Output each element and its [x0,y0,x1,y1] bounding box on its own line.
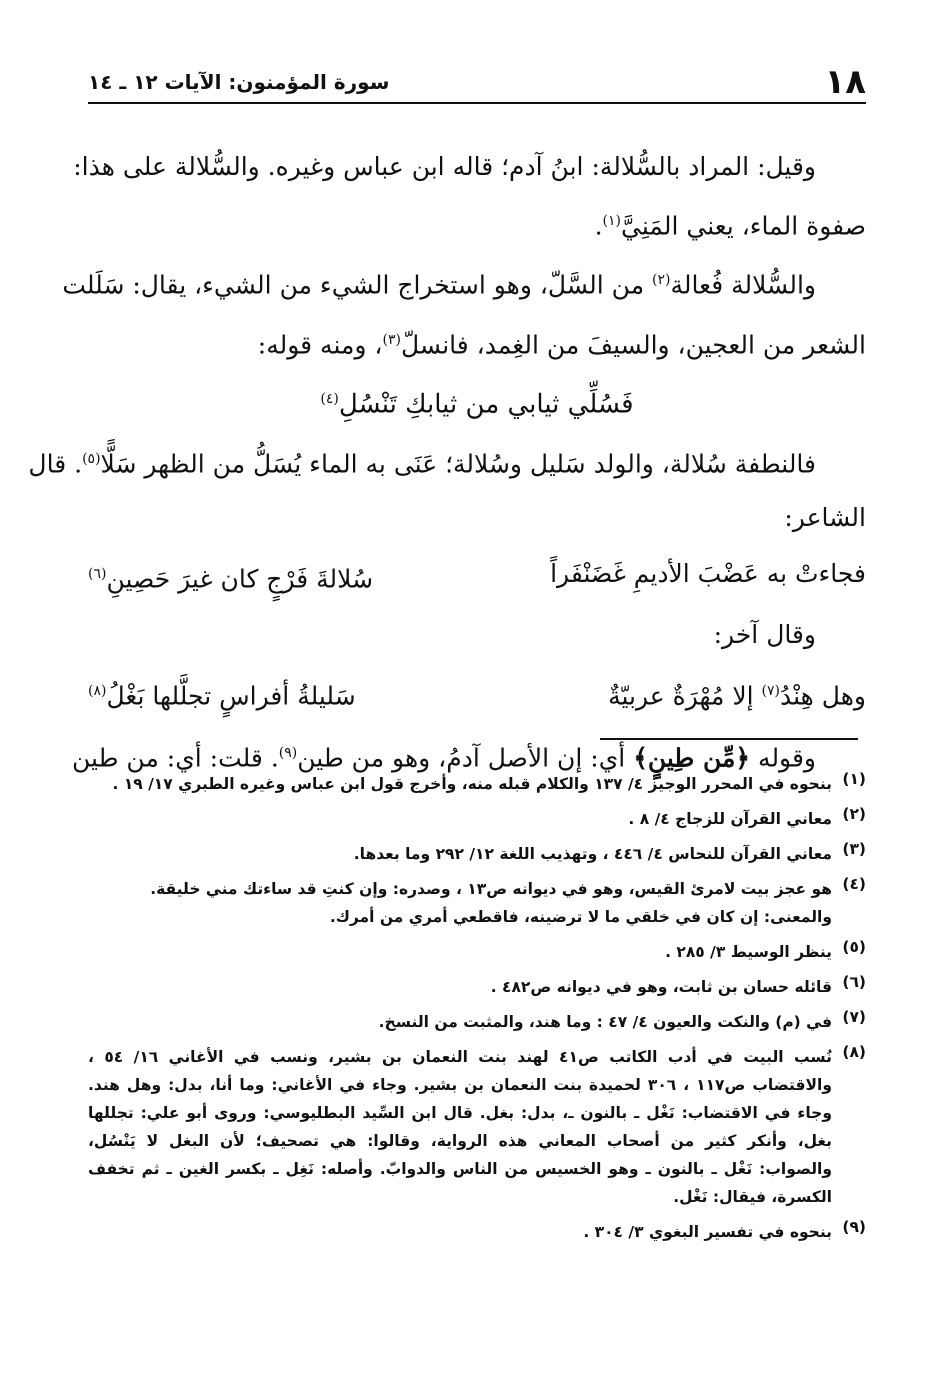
verse-hemistich-left [88,662,356,725]
main-text [28,140,866,785]
footnote-text: والمعنى: إن كان في خلقي ما لا ترضينه، فاقطعي أمري من أمرك. [329,908,832,926]
text-span: الشعر من العجين، والسيفَ من الغِمد، فانسلّ [400,329,866,359]
text-span: من السَّلّ، وهو استخراج الشيء من الشيء، يقال: سَلَلت [62,270,653,300]
footnote-text: ينظر الوسيط ٣/ ٢٨٥ . [665,943,832,961]
text-span: أي: إن الأصل آدمُ، وهو من طين [297,742,634,772]
text-span: . قلت: أي: من طين [72,742,279,772]
verse-couplet [88,662,866,725]
footnote-text: معاني القرآن للزجاج ٤/ ٨ . [628,810,832,828]
verse-hemistich-right [608,662,866,725]
verse-text: فَسُلِّي ثيابي من ثيابكِ تَنْسُلِ [338,389,634,420]
footnote-ref[interactable]: (٨) [88,683,107,700]
running-title: سورة المؤمنون: الآيات ١٢ ـ ١٤ [88,70,390,94]
footnote-number: (٩) [842,1218,866,1236]
footnote-text: بنحوه في تفسير البغوي ٣/ ٣٠٤ . [583,1223,832,1241]
footnote [88,938,866,966]
footnote-ref[interactable]: (٩) [278,744,298,761]
text-span: سُلالةَ فَرْجٍ كان غيرَ حَصِينِ [106,564,374,594]
footnote-number: (٢) [842,805,866,823]
footnote-text: وجاء في الاقتضاب: نَغْل ـ بالنون ـ، بدل: بغل. قال ابن السِّيد البطليوسي: وروى أبو علي: تجللها [88,1104,832,1122]
footnote-text: في (م) والنكت والعيون ٤/ ٤٧ : وما هند، والمثبت من النسخ. [378,1013,832,1031]
footnote [88,1008,866,1036]
text-span: والسُّلالة فُعالة [670,270,816,300]
footnote-text: بغل، وأنكر كثير من أصحاب المعاني هذه الرواية، وقالوا: هي تصحيف؛ لأن البغل لا يَنْسُل، [88,1132,832,1150]
paragraph-line [88,194,866,253]
footnote-number: (٥) [842,938,866,956]
footnote-text: بنحوه في المحرر الوجيز ٤/ ١٣٧ والكلام قبله منه، وأخرج قول ابن عباس وغيره الطبري ١٧/ ١٩ . [112,775,832,793]
footnote-number: (٣) [842,840,866,858]
paragraph-line [73,140,866,194]
footnote-ref[interactable]: (٦) [88,565,107,582]
footnote-text: نُسب البيت في أدب الكاتب ص٤١ لهند بنت النعمان بن بشير، ونسب في الأغاني ١٦/ ٥٤ ، [88,1048,832,1066]
footnotes [88,770,866,1253]
text-span: إلا مُهْرَةٌ عربيّةٌ [608,681,762,711]
footnote-ref[interactable]: (٣) [382,331,401,348]
text-span: الشاعر: [784,502,866,532]
text-span: . [594,211,603,241]
paragraph-line [62,253,866,312]
footnote [88,770,866,798]
text-span: . قال [28,448,83,478]
page-header [88,62,866,104]
paragraph-line [88,313,866,372]
footnote-separator [600,738,858,740]
footnote-number: (٤) [842,875,866,893]
footnote-ref[interactable]: (٥) [82,450,101,467]
footnote-number: (٧) [842,1008,866,1026]
footnote [88,840,866,868]
footnote-text: معاني القرآن للنحاس ٤/ ٤٤٦ ، وتهذيب اللغة ١٢/ ٢٩٢ وما بعدها. [353,845,832,863]
paragraph-line [28,432,866,491]
verse-hemistich-left [88,545,373,608]
verse-couplet [88,545,866,608]
footnote-text: الكسرة، فيقال: نَغْل. [673,1188,832,1206]
text-span: وقوله [750,742,816,772]
page-number: ١٨ [824,62,866,102]
footnote-text: هو عجز بيت لامرئ القيس، وهو في ديوانه ص١٣ ، وصدره: وإن كنتِ قد ساءتك مني خليقة. [150,880,832,898]
text-span: ، ومنه قوله: [257,329,383,359]
footnote [88,875,866,931]
paragraph-line [88,608,866,662]
footnote-text: والصواب: نَغْل ـ بالنون ـ وهو الخسيس من الناس والدوابّ. وأصله: نَغِل ـ بكسر الغين ـ ثم تخفف [88,1160,832,1178]
footnote [88,1043,866,1211]
quran-quote: ﴿مِّن طِينٍ﴾ [633,742,751,772]
footnote-ref[interactable]: (٤) [320,390,339,407]
verse-hemistich-right: فجاءتْ به عَضْبَ الأديمِ غَضَنْفَراً [550,558,866,588]
footnote-number: (٦) [842,973,866,991]
footnote-number: (١) [842,770,866,788]
footnote-ref[interactable]: (٢) [652,272,671,289]
text-span: وقال آخر: [713,620,816,650]
text-span: وهل هِنْدُ [780,681,866,711]
verse-line [88,372,866,432]
footnote [88,1218,866,1246]
paragraph-line [88,491,866,545]
footnote-text: قائله حسان بن ثابت، وهو في ديوانه ص٤٨٢ . [490,978,832,996]
footnote-text: والاقتضاب ص١١٧ ، ٣٠٦ لحميدة بنت النعمان بن بشير. وجاء في الأغاني: وما أنا، بدل: وهل هند. [88,1076,832,1094]
footnote [88,805,866,833]
text-span: فالنطفة سُلالة، والولد سَليل وسُلالة؛ عَنَى به الماء يُسَلُّ من الظهر سَلًّا [100,448,816,478]
text-span: سَليلةُ أفراسٍ تجلَّلها بَغْلُ [106,681,356,711]
footnote-ref[interactable]: (٧) [761,683,780,700]
footnote-number: (٨) [842,1043,866,1061]
text-span: وقيل: المراد بالسُّلالة: ابنُ آدم؛ قاله ابن عباس وغيره. والسُّلالة على هذا: [73,152,816,181]
footnote-ref[interactable]: (١) [602,213,622,229]
footnote [88,973,866,1001]
text-span: صفوة الماء، يعني المَنِيَّ [621,211,866,241]
